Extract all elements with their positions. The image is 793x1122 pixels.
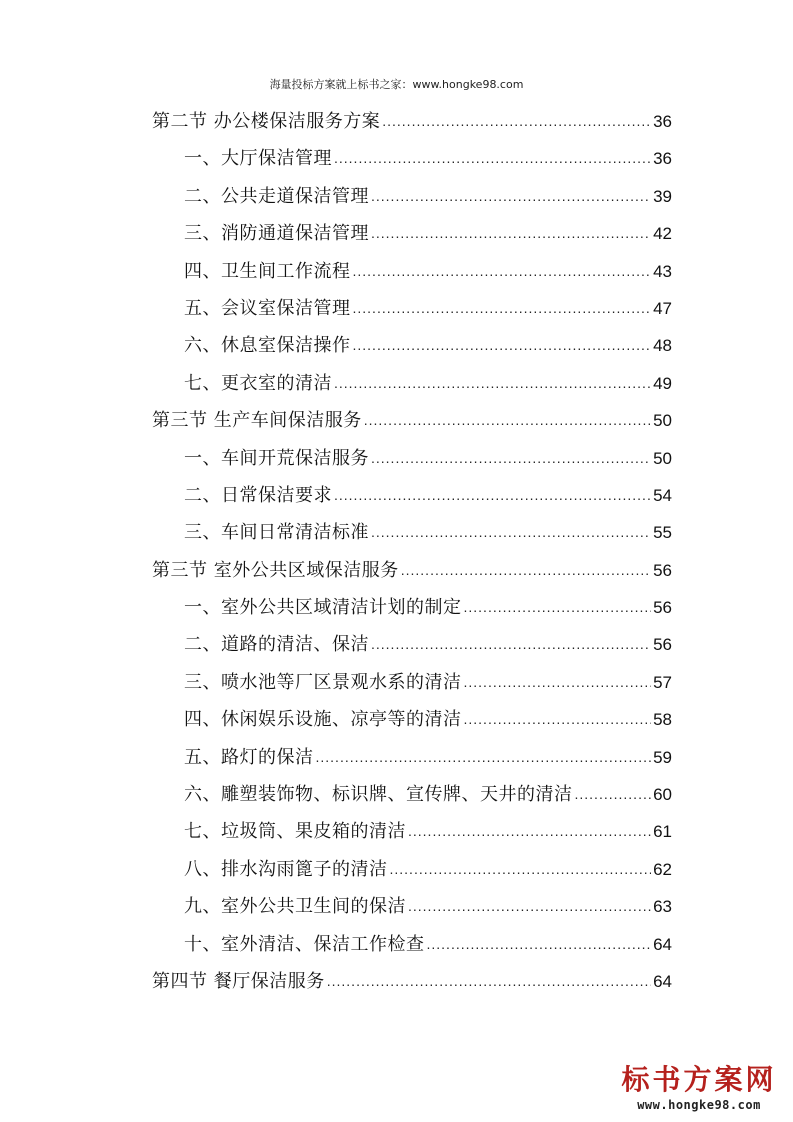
toc-entry-title: 七、垃圾筒、果皮箱的清洁 bbox=[184, 821, 406, 843]
toc-subsection-entry[interactable] bbox=[152, 290, 672, 327]
toc-subsection-entry[interactable] bbox=[152, 888, 672, 925]
toc-leader-dots bbox=[401, 552, 651, 589]
toc-page-number: 47 bbox=[653, 298, 672, 318]
toc-leader-dots bbox=[382, 103, 651, 140]
toc-entry-title: 五、会议室保洁管理 bbox=[184, 297, 351, 319]
toc-leader-dots bbox=[390, 851, 652, 888]
toc-leader-dots bbox=[427, 926, 652, 963]
toc-entry-title: 一、车间开荒保洁服务 bbox=[184, 447, 369, 469]
toc-leader-dots bbox=[353, 290, 652, 327]
toc-page-number: 57 bbox=[653, 672, 672, 692]
toc-subsection-entry[interactable] bbox=[152, 440, 672, 477]
toc-entry-title: 一、大厅保洁管理 bbox=[184, 148, 332, 170]
toc-page-number: 60 bbox=[653, 785, 672, 805]
toc-page-number: 64 bbox=[653, 971, 672, 991]
toc-entry-title: 十、室外清洁、保洁工作检查 bbox=[184, 933, 425, 955]
toc-subsection-entry[interactable] bbox=[152, 215, 672, 252]
toc-entry-title: 七、更衣室的清洁 bbox=[184, 372, 332, 394]
toc-leader-dots bbox=[353, 327, 652, 364]
watermark-logo bbox=[619, 1058, 779, 1112]
toc-entry-title: 八、排水沟雨篦子的清洁 bbox=[184, 858, 388, 880]
toc-entry-title: 三、车间日常清洁标准 bbox=[184, 522, 369, 544]
toc-entry-title: 九、室外公共卫生间的保洁 bbox=[184, 896, 406, 918]
toc-leader-dots bbox=[575, 776, 652, 813]
toc-section-entry[interactable] bbox=[152, 963, 672, 1000]
toc-subsection-entry[interactable] bbox=[152, 664, 672, 701]
toc-page-number: 43 bbox=[653, 261, 672, 281]
toc-page-number: 56 bbox=[653, 598, 672, 618]
toc-leader-dots bbox=[353, 253, 652, 290]
toc-page-number: 36 bbox=[653, 111, 672, 131]
toc-leader-dots bbox=[334, 477, 651, 514]
toc-page-number: 56 bbox=[653, 635, 672, 655]
toc-entry-title: 第四节 餐厅保洁服务 bbox=[152, 970, 325, 992]
toc-subsection-entry[interactable] bbox=[152, 813, 672, 850]
toc-leader-dots bbox=[408, 813, 651, 850]
toc-section-entry[interactable] bbox=[152, 402, 672, 439]
toc-subsection-entry[interactable] bbox=[152, 926, 672, 963]
toc-subsection-entry[interactable] bbox=[152, 626, 672, 663]
toc-subsection-entry[interactable] bbox=[152, 140, 672, 177]
toc-leader-dots bbox=[334, 140, 651, 177]
toc-subsection-entry[interactable] bbox=[152, 776, 672, 813]
toc-entry-title: 四、休闲娱乐设施、凉亭等的清洁 bbox=[184, 709, 462, 731]
toc-subsection-entry[interactable] bbox=[152, 178, 672, 215]
toc-leader-dots bbox=[371, 215, 651, 252]
toc-entry-title: 二、日常保洁要求 bbox=[184, 484, 332, 506]
toc-page-number: 55 bbox=[653, 523, 672, 543]
toc-entry-title: 三、消防通道保洁管理 bbox=[184, 223, 369, 245]
watermark-url: www.hongke98.com bbox=[637, 1098, 761, 1112]
toc-leader-dots bbox=[334, 365, 651, 402]
toc-leader-dots bbox=[371, 178, 651, 215]
toc-page-number: 64 bbox=[653, 934, 672, 954]
toc-leader-dots bbox=[464, 701, 652, 738]
toc-entry-title: 二、道路的清洁、保洁 bbox=[184, 634, 369, 656]
toc-entry-title: 六、休息室保洁操作 bbox=[184, 335, 351, 357]
toc-entry-title: 四、卫生间工作流程 bbox=[184, 260, 351, 282]
page-header: 海量投标方案就上标书之家：www.hongke98.com bbox=[269, 78, 524, 91]
toc-leader-dots bbox=[316, 739, 652, 776]
toc-page-number: 62 bbox=[653, 859, 672, 879]
toc-leader-dots bbox=[408, 888, 651, 925]
toc-page-number: 56 bbox=[653, 560, 672, 580]
toc-entry-title: 五、路灯的保洁 bbox=[184, 746, 314, 768]
toc-leader-dots bbox=[464, 589, 652, 626]
toc-entry-title: 第三节 室外公共区域保洁服务 bbox=[152, 559, 399, 581]
toc-page-number: 54 bbox=[653, 485, 672, 505]
toc-entry-title: 第二节 办公楼保洁服务方案 bbox=[152, 110, 381, 132]
toc-leader-dots bbox=[371, 514, 651, 551]
toc-subsection-entry[interactable] bbox=[152, 851, 672, 888]
toc-entry-title: 第三节 生产车间保洁服务 bbox=[152, 410, 362, 432]
toc-page-number: 50 bbox=[653, 448, 672, 468]
toc-subsection-entry[interactable] bbox=[152, 514, 672, 551]
toc-page-number: 48 bbox=[653, 336, 672, 356]
toc-subsection-entry[interactable] bbox=[152, 365, 672, 402]
toc-page-number: 50 bbox=[653, 411, 672, 431]
toc-section-entry[interactable] bbox=[152, 103, 672, 140]
toc-subsection-entry[interactable] bbox=[152, 477, 672, 514]
toc-page-number: 42 bbox=[653, 224, 672, 244]
toc-leader-dots bbox=[371, 440, 651, 477]
toc-page-number: 61 bbox=[653, 822, 672, 842]
toc-leader-dots bbox=[371, 626, 651, 663]
table-of-contents bbox=[152, 103, 672, 1000]
toc-section-entry[interactable] bbox=[152, 552, 672, 589]
toc-leader-dots bbox=[364, 402, 651, 439]
toc-page-number: 58 bbox=[653, 710, 672, 730]
toc-page-number: 39 bbox=[653, 186, 672, 206]
toc-entry-title: 二、公共走道保洁管理 bbox=[184, 185, 369, 207]
toc-subsection-entry[interactable] bbox=[152, 739, 672, 776]
toc-page-number: 59 bbox=[653, 747, 672, 767]
toc-subsection-entry[interactable] bbox=[152, 589, 672, 626]
toc-leader-dots bbox=[464, 664, 652, 701]
toc-page-number: 63 bbox=[653, 897, 672, 917]
toc-subsection-entry[interactable] bbox=[152, 253, 672, 290]
toc-page-number: 49 bbox=[653, 373, 672, 393]
toc-leader-dots bbox=[327, 963, 651, 1000]
toc-entry-title: 三、喷水池等厂区景观水系的清洁 bbox=[184, 671, 462, 693]
toc-subsection-entry[interactable] bbox=[152, 701, 672, 738]
toc-entry-title: 六、雕塑装饰物、标识牌、宣传牌、天井的清洁 bbox=[184, 784, 573, 806]
toc-subsection-entry[interactable] bbox=[152, 327, 672, 364]
toc-entry-title: 一、室外公共区域清洁计划的制定 bbox=[184, 597, 462, 619]
toc-page-number: 36 bbox=[653, 149, 672, 169]
watermark-title: 标书方案网 bbox=[621, 1063, 777, 1096]
